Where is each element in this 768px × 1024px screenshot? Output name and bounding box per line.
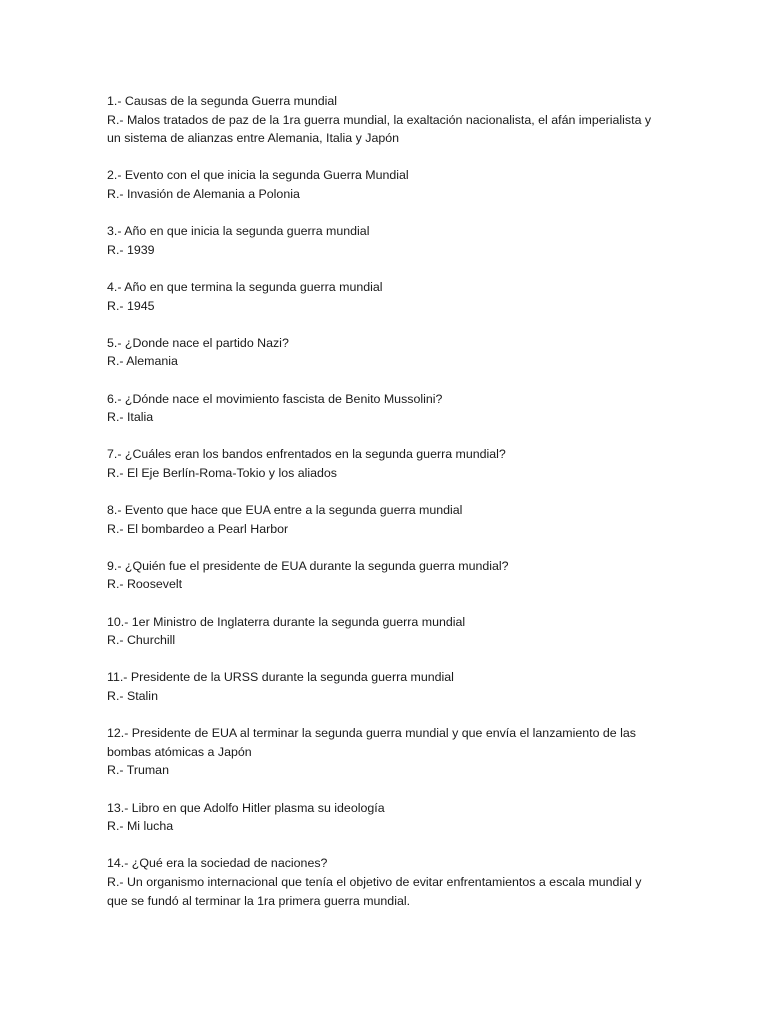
question-text: 4.- Año en que termina la segunda guerra mundial (107, 279, 383, 294)
qa-item-13 (107, 799, 662, 836)
document-page (107, 92, 662, 929)
answer-text: R.- El Eje Berlín-Roma-Tokio y los aliados (107, 465, 337, 480)
answer-text: R.- Stalin (107, 689, 158, 703)
answer-text: R.- Malos tratados de paz de la 1ra guerra mundial, la exaltación nacionalista, el afán imperialista y un sistema de alianzas entre Alemania, Italia y Japón (107, 112, 652, 146)
answer-text: R.- Alemania (107, 354, 178, 369)
question-text: 14.- ¿Qué era la sociedad de naciones? (107, 856, 328, 871)
question-text: 10.- 1er Ministro de Inglaterra durante la segunda guerra mundial (107, 614, 466, 629)
qa-item-1 (107, 92, 662, 148)
question-text: 6.- ¿Dónde nace el movimiento fascista de Benito Mussolini? (107, 391, 443, 406)
qa-item-9 (107, 557, 662, 594)
answer-text: R.- Un organismo internacional que tenía el objetivo de evitar enfrentamientos a escala mundial y que se fundó al terminar la 1ra primera guerra mundial. (107, 874, 642, 908)
qa-item-6 (107, 390, 662, 427)
question-text: 9.- ¿Quién fue el presidente de EUA durante la segunda guerra mundial? (107, 558, 509, 573)
question-text: 2.- Evento con el que inicia la segunda Guerra Mundial (107, 168, 409, 183)
qa-item-11 (107, 668, 662, 705)
question-text: 1.- Causas de la segunda Guerra mundial (107, 94, 338, 108)
answer-text: R.- El bombardeo a Pearl Harbor (107, 521, 289, 536)
qa-item-7 (107, 445, 662, 482)
answer-text: R.- 1945 (107, 298, 155, 313)
answer-text: R.- Mi lucha (107, 819, 174, 834)
answer-text: R.- Truman (107, 763, 169, 778)
question-text: 5.- ¿Donde nace el partido Nazi? (107, 335, 289, 350)
question-text: 11.- Presidente de la URSS durante la segunda guerra mundial (107, 670, 454, 685)
qa-item-12 (107, 724, 662, 780)
qa-item-2 (107, 166, 662, 203)
qa-item-3 (107, 222, 662, 259)
question-text: 13.- Libro en que Adolfo Hitler plasma su ideología (107, 800, 385, 815)
question-text: 3.- Año en que inicia la segunda guerra mundial (107, 224, 370, 239)
answer-text: R.- Roosevelt (107, 577, 183, 592)
answer-text: R.- Italia (107, 410, 154, 425)
answer-text: R.- 1939 (107, 242, 155, 257)
question-text: 12.- Presidente de EUA al terminar la segunda guerra mundial y que envía el lanzamiento de las bombas atómicas a Japón (107, 726, 636, 759)
qa-item-10 (107, 613, 662, 650)
question-text: 7.- ¿Cuáles eran los bandos enfrentados en la segunda guerra mundial? (107, 447, 506, 462)
qa-item-5 (107, 334, 662, 371)
qa-item-8 (107, 501, 662, 538)
question-text: 8.- Evento que hace que EUA entre a la segunda guerra mundial (107, 503, 463, 518)
answer-text: R.- Invasión de Alemania a Polonia (107, 186, 300, 201)
qa-item-14 (107, 854, 662, 910)
qa-item-4 (107, 278, 662, 315)
answer-text: R.- Churchill (107, 633, 176, 648)
